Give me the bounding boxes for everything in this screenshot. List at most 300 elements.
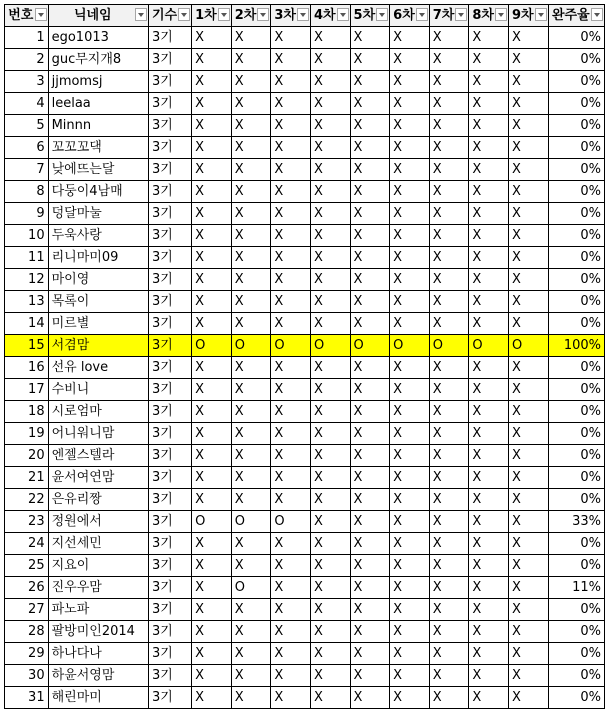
filter-dropdown-icon[interactable]: [591, 8, 603, 21]
cell-day-9[interactable]: X: [508, 357, 548, 379]
cell-no[interactable]: 11: [5, 247, 49, 269]
cell-day-3[interactable]: X: [271, 49, 311, 71]
cell-day-7[interactable]: X: [429, 269, 469, 291]
cell-day-1[interactable]: X: [192, 621, 232, 643]
cell-no[interactable]: 31: [5, 687, 49, 709]
cell-day-8[interactable]: X: [469, 93, 509, 115]
cell-day-5[interactable]: X: [350, 687, 390, 709]
cell-no[interactable]: 23: [5, 511, 49, 533]
cell-nickname[interactable]: 선유 love: [48, 357, 148, 379]
cell-day-4[interactable]: X: [310, 599, 350, 621]
cell-rate[interactable]: 0%: [548, 467, 604, 489]
cell-day-8[interactable]: X: [469, 291, 509, 313]
cell-day-6[interactable]: X: [390, 137, 430, 159]
cell-day-5[interactable]: X: [350, 269, 390, 291]
cell-day-8[interactable]: X: [469, 115, 509, 137]
cell-day-6[interactable]: X: [390, 423, 430, 445]
cell-day-9[interactable]: X: [508, 313, 548, 335]
cell-nickname[interactable]: 미르별: [48, 313, 148, 335]
cell-day-2[interactable]: X: [231, 533, 271, 555]
cell-day-4[interactable]: X: [310, 423, 350, 445]
cell-gen[interactable]: 3기: [148, 511, 191, 533]
cell-day-7[interactable]: X: [429, 225, 469, 247]
cell-day-7[interactable]: X: [429, 467, 469, 489]
cell-day-4[interactable]: X: [310, 159, 350, 181]
cell-day-7[interactable]: X: [429, 49, 469, 71]
cell-day-5[interactable]: X: [350, 489, 390, 511]
filter-dropdown-icon[interactable]: [257, 8, 269, 21]
cell-day-8[interactable]: X: [469, 49, 509, 71]
cell-day-4[interactable]: X: [310, 115, 350, 137]
cell-day-9[interactable]: X: [508, 621, 548, 643]
cell-day-9[interactable]: X: [508, 401, 548, 423]
cell-day-3[interactable]: X: [271, 401, 311, 423]
cell-day-8[interactable]: X: [469, 357, 509, 379]
cell-gen[interactable]: 3기: [148, 489, 191, 511]
cell-day-1[interactable]: X: [192, 357, 232, 379]
cell-gen[interactable]: 3기: [148, 203, 191, 225]
cell-day-6[interactable]: X: [390, 247, 430, 269]
cell-nickname[interactable]: 꼬꼬꼬댁: [48, 137, 148, 159]
cell-day-3[interactable]: X: [271, 577, 311, 599]
cell-day-5[interactable]: X: [350, 357, 390, 379]
cell-day-9[interactable]: X: [508, 27, 548, 49]
cell-day-1[interactable]: X: [192, 555, 232, 577]
filter-dropdown-icon[interactable]: [495, 8, 507, 21]
cell-day-7[interactable]: X: [429, 555, 469, 577]
cell-day-6[interactable]: X: [390, 401, 430, 423]
header-day-6[interactable]: [390, 5, 430, 27]
cell-day-8[interactable]: O: [469, 335, 509, 357]
cell-day-7[interactable]: X: [429, 115, 469, 137]
cell-gen[interactable]: 3기: [148, 27, 191, 49]
cell-day-1[interactable]: X: [192, 489, 232, 511]
cell-day-6[interactable]: X: [390, 159, 430, 181]
cell-day-2[interactable]: X: [231, 137, 271, 159]
cell-day-1[interactable]: X: [192, 71, 232, 93]
cell-day-3[interactable]: X: [271, 643, 311, 665]
cell-day-2[interactable]: X: [231, 489, 271, 511]
cell-no[interactable]: 3: [5, 71, 49, 93]
cell-rate[interactable]: 0%: [548, 621, 604, 643]
cell-day-2[interactable]: O: [231, 335, 271, 357]
cell-day-6[interactable]: X: [390, 27, 430, 49]
cell-day-3[interactable]: X: [271, 467, 311, 489]
cell-day-5[interactable]: X: [350, 181, 390, 203]
cell-day-9[interactable]: X: [508, 555, 548, 577]
cell-day-2[interactable]: X: [231, 71, 271, 93]
cell-nickname[interactable]: 윤서여연맘: [48, 467, 148, 489]
cell-day-2[interactable]: X: [231, 445, 271, 467]
cell-nickname[interactable]: ego1013: [48, 27, 148, 49]
cell-day-5[interactable]: X: [350, 203, 390, 225]
cell-day-4[interactable]: X: [310, 621, 350, 643]
cell-day-9[interactable]: X: [508, 137, 548, 159]
cell-nickname[interactable]: 엔젤스텔라: [48, 445, 148, 467]
cell-day-7[interactable]: X: [429, 687, 469, 709]
cell-day-1[interactable]: O: [192, 511, 232, 533]
cell-day-4[interactable]: X: [310, 71, 350, 93]
cell-no[interactable]: 1: [5, 27, 49, 49]
cell-day-3[interactable]: X: [271, 555, 311, 577]
cell-day-9[interactable]: X: [508, 269, 548, 291]
cell-day-9[interactable]: X: [508, 181, 548, 203]
cell-day-3[interactable]: X: [271, 269, 311, 291]
cell-day-7[interactable]: X: [429, 291, 469, 313]
cell-gen[interactable]: 3기: [148, 467, 191, 489]
cell-no[interactable]: 6: [5, 137, 49, 159]
cell-day-4[interactable]: X: [310, 555, 350, 577]
header-day-2[interactable]: [231, 5, 271, 27]
cell-nickname[interactable]: 하나다나: [48, 643, 148, 665]
cell-day-5[interactable]: X: [350, 27, 390, 49]
cell-day-3[interactable]: X: [271, 247, 311, 269]
cell-gen[interactable]: 3기: [148, 225, 191, 247]
cell-no[interactable]: 29: [5, 643, 49, 665]
cell-day-8[interactable]: X: [469, 379, 509, 401]
cell-day-1[interactable]: X: [192, 599, 232, 621]
cell-no[interactable]: 30: [5, 665, 49, 687]
cell-day-8[interactable]: X: [469, 489, 509, 511]
cell-rate[interactable]: 0%: [548, 533, 604, 555]
cell-gen[interactable]: 3기: [148, 379, 191, 401]
cell-rate[interactable]: 0%: [548, 159, 604, 181]
cell-day-3[interactable]: X: [271, 137, 311, 159]
cell-day-1[interactable]: X: [192, 423, 232, 445]
cell-day-6[interactable]: X: [390, 555, 430, 577]
cell-day-8[interactable]: X: [469, 687, 509, 709]
cell-day-6[interactable]: X: [390, 313, 430, 335]
cell-day-7[interactable]: O: [429, 335, 469, 357]
cell-day-6[interactable]: X: [390, 511, 430, 533]
cell-day-6[interactable]: X: [390, 49, 430, 71]
cell-day-5[interactable]: X: [350, 599, 390, 621]
cell-day-2[interactable]: X: [231, 621, 271, 643]
cell-day-8[interactable]: X: [469, 247, 509, 269]
cell-day-5[interactable]: X: [350, 643, 390, 665]
cell-nickname[interactable]: 해린마미: [48, 687, 148, 709]
cell-rate[interactable]: 0%: [548, 115, 604, 137]
cell-day-4[interactable]: O: [310, 335, 350, 357]
cell-day-9[interactable]: X: [508, 489, 548, 511]
cell-no[interactable]: 13: [5, 291, 49, 313]
cell-rate[interactable]: 100%: [548, 335, 604, 357]
cell-day-6[interactable]: X: [390, 643, 430, 665]
filter-dropdown-icon[interactable]: [297, 8, 309, 21]
cell-day-6[interactable]: X: [390, 269, 430, 291]
cell-day-8[interactable]: X: [469, 71, 509, 93]
cell-day-2[interactable]: X: [231, 423, 271, 445]
cell-day-3[interactable]: X: [271, 357, 311, 379]
cell-day-5[interactable]: X: [350, 115, 390, 137]
cell-day-9[interactable]: X: [508, 379, 548, 401]
cell-day-5[interactable]: X: [350, 49, 390, 71]
cell-day-4[interactable]: X: [310, 577, 350, 599]
cell-day-5[interactable]: X: [350, 137, 390, 159]
cell-day-8[interactable]: X: [469, 137, 509, 159]
cell-nickname[interactable]: 리니마미09: [48, 247, 148, 269]
cell-day-6[interactable]: X: [390, 445, 430, 467]
cell-day-2[interactable]: X: [231, 93, 271, 115]
cell-day-6[interactable]: X: [390, 71, 430, 93]
cell-no[interactable]: 26: [5, 577, 49, 599]
cell-day-1[interactable]: X: [192, 93, 232, 115]
cell-day-2[interactable]: X: [231, 599, 271, 621]
cell-day-4[interactable]: X: [310, 401, 350, 423]
cell-day-7[interactable]: X: [429, 643, 469, 665]
cell-day-9[interactable]: X: [508, 445, 548, 467]
cell-rate[interactable]: 0%: [548, 379, 604, 401]
header-rate[interactable]: [548, 5, 604, 27]
cell-day-9[interactable]: X: [508, 643, 548, 665]
cell-day-1[interactable]: X: [192, 49, 232, 71]
cell-day-6[interactable]: X: [390, 115, 430, 137]
cell-day-3[interactable]: X: [271, 379, 311, 401]
cell-gen[interactable]: 3기: [148, 577, 191, 599]
cell-day-1[interactable]: X: [192, 247, 232, 269]
cell-day-3[interactable]: X: [271, 423, 311, 445]
cell-day-5[interactable]: X: [350, 423, 390, 445]
cell-gen[interactable]: 3기: [148, 687, 191, 709]
header-no[interactable]: [5, 5, 49, 27]
cell-day-1[interactable]: X: [192, 401, 232, 423]
cell-day-3[interactable]: X: [271, 665, 311, 687]
cell-day-3[interactable]: X: [271, 313, 311, 335]
cell-day-3[interactable]: X: [271, 115, 311, 137]
cell-nickname[interactable]: 목록이: [48, 291, 148, 313]
cell-day-2[interactable]: X: [231, 357, 271, 379]
cell-day-5[interactable]: X: [350, 577, 390, 599]
cell-nickname[interactable]: 덩달마눌: [48, 203, 148, 225]
cell-gen[interactable]: 3기: [148, 665, 191, 687]
cell-nickname[interactable]: 수비니: [48, 379, 148, 401]
cell-day-8[interactable]: X: [469, 27, 509, 49]
header-day-8[interactable]: [469, 5, 509, 27]
cell-no[interactable]: 28: [5, 621, 49, 643]
cell-no[interactable]: 4: [5, 93, 49, 115]
cell-day-2[interactable]: X: [231, 49, 271, 71]
cell-rate[interactable]: 0%: [548, 225, 604, 247]
cell-nickname[interactable]: 진우우맘: [48, 577, 148, 599]
cell-day-1[interactable]: X: [192, 665, 232, 687]
cell-nickname[interactable]: 낮에뜨는달: [48, 159, 148, 181]
cell-day-7[interactable]: X: [429, 599, 469, 621]
cell-no[interactable]: 14: [5, 313, 49, 335]
cell-day-6[interactable]: X: [390, 467, 430, 489]
cell-nickname[interactable]: 시로엄마: [48, 401, 148, 423]
cell-no[interactable]: 15: [5, 335, 49, 357]
cell-rate[interactable]: 0%: [548, 49, 604, 71]
cell-no[interactable]: 5: [5, 115, 49, 137]
cell-day-2[interactable]: X: [231, 159, 271, 181]
cell-day-3[interactable]: X: [271, 291, 311, 313]
cell-day-1[interactable]: X: [192, 687, 232, 709]
cell-day-1[interactable]: X: [192, 181, 232, 203]
cell-day-2[interactable]: X: [231, 467, 271, 489]
cell-day-9[interactable]: X: [508, 225, 548, 247]
cell-day-7[interactable]: X: [429, 71, 469, 93]
cell-rate[interactable]: 0%: [548, 93, 604, 115]
cell-day-7[interactable]: X: [429, 159, 469, 181]
cell-day-1[interactable]: X: [192, 27, 232, 49]
cell-day-9[interactable]: X: [508, 599, 548, 621]
cell-day-1[interactable]: X: [192, 445, 232, 467]
cell-day-8[interactable]: X: [469, 423, 509, 445]
cell-day-9[interactable]: X: [508, 203, 548, 225]
cell-day-7[interactable]: X: [429, 577, 469, 599]
header-day-5[interactable]: [350, 5, 390, 27]
cell-rate[interactable]: 0%: [548, 203, 604, 225]
filter-dropdown-icon[interactable]: [135, 8, 147, 21]
cell-day-5[interactable]: X: [350, 555, 390, 577]
header-day-3[interactable]: [271, 5, 311, 27]
cell-day-9[interactable]: X: [508, 247, 548, 269]
cell-day-6[interactable]: X: [390, 379, 430, 401]
cell-day-4[interactable]: X: [310, 93, 350, 115]
cell-day-8[interactable]: X: [469, 511, 509, 533]
header-nickname[interactable]: [48, 5, 148, 27]
cell-day-1[interactable]: X: [192, 115, 232, 137]
cell-day-2[interactable]: X: [231, 665, 271, 687]
cell-day-9[interactable]: X: [508, 467, 548, 489]
cell-day-6[interactable]: X: [390, 599, 430, 621]
cell-day-4[interactable]: X: [310, 313, 350, 335]
cell-gen[interactable]: 3기: [148, 533, 191, 555]
cell-day-4[interactable]: X: [310, 533, 350, 555]
cell-day-5[interactable]: X: [350, 533, 390, 555]
cell-no[interactable]: 17: [5, 379, 49, 401]
cell-rate[interactable]: 0%: [548, 599, 604, 621]
cell-day-5[interactable]: X: [350, 159, 390, 181]
cell-day-8[interactable]: X: [469, 599, 509, 621]
cell-day-2[interactable]: X: [231, 379, 271, 401]
cell-day-4[interactable]: X: [310, 687, 350, 709]
cell-rate[interactable]: 0%: [548, 489, 604, 511]
cell-day-9[interactable]: O: [508, 335, 548, 357]
cell-day-6[interactable]: X: [390, 489, 430, 511]
cell-day-2[interactable]: X: [231, 401, 271, 423]
cell-day-7[interactable]: X: [429, 621, 469, 643]
cell-day-5[interactable]: X: [350, 401, 390, 423]
cell-day-5[interactable]: X: [350, 379, 390, 401]
cell-day-8[interactable]: X: [469, 159, 509, 181]
cell-day-5[interactable]: X: [350, 665, 390, 687]
cell-day-2[interactable]: X: [231, 555, 271, 577]
cell-nickname[interactable]: 정원에서: [48, 511, 148, 533]
cell-day-4[interactable]: X: [310, 467, 350, 489]
cell-day-8[interactable]: X: [469, 643, 509, 665]
cell-no[interactable]: 21: [5, 467, 49, 489]
filter-dropdown-icon[interactable]: [337, 8, 349, 21]
header-day-9[interactable]: [508, 5, 548, 27]
cell-day-8[interactable]: X: [469, 225, 509, 247]
cell-gen[interactable]: 3기: [148, 335, 191, 357]
cell-day-7[interactable]: X: [429, 27, 469, 49]
cell-no[interactable]: 16: [5, 357, 49, 379]
cell-day-2[interactable]: O: [231, 577, 271, 599]
header-day-4[interactable]: [310, 5, 350, 27]
cell-no[interactable]: 20: [5, 445, 49, 467]
header-gen[interactable]: [148, 5, 191, 27]
cell-day-3[interactable]: X: [271, 27, 311, 49]
cell-day-3[interactable]: X: [271, 533, 311, 555]
cell-gen[interactable]: 3기: [148, 93, 191, 115]
filter-dropdown-icon[interactable]: [178, 8, 190, 21]
cell-gen[interactable]: 3기: [148, 555, 191, 577]
cell-gen[interactable]: 3기: [148, 423, 191, 445]
cell-day-9[interactable]: X: [508, 115, 548, 137]
cell-nickname[interactable]: 하윤서영맘: [48, 665, 148, 687]
cell-day-8[interactable]: X: [469, 181, 509, 203]
cell-day-4[interactable]: X: [310, 137, 350, 159]
cell-nickname[interactable]: 파노파: [48, 599, 148, 621]
cell-rate[interactable]: 0%: [548, 27, 604, 49]
cell-day-8[interactable]: X: [469, 621, 509, 643]
cell-day-2[interactable]: X: [231, 203, 271, 225]
cell-day-7[interactable]: X: [429, 489, 469, 511]
cell-day-1[interactable]: O: [192, 335, 232, 357]
cell-day-1[interactable]: X: [192, 577, 232, 599]
cell-day-9[interactable]: X: [508, 423, 548, 445]
cell-day-4[interactable]: X: [310, 445, 350, 467]
cell-day-7[interactable]: X: [429, 401, 469, 423]
cell-day-8[interactable]: X: [469, 533, 509, 555]
cell-day-3[interactable]: X: [271, 93, 311, 115]
cell-rate[interactable]: 0%: [548, 423, 604, 445]
cell-day-4[interactable]: X: [310, 225, 350, 247]
cell-day-7[interactable]: X: [429, 533, 469, 555]
cell-day-2[interactable]: X: [231, 313, 271, 335]
cell-gen[interactable]: 3기: [148, 159, 191, 181]
filter-dropdown-icon[interactable]: [218, 8, 230, 21]
cell-rate[interactable]: 0%: [548, 71, 604, 93]
cell-day-1[interactable]: X: [192, 225, 232, 247]
cell-day-1[interactable]: X: [192, 159, 232, 181]
cell-day-7[interactable]: X: [429, 313, 469, 335]
cell-day-8[interactable]: X: [469, 313, 509, 335]
cell-day-9[interactable]: X: [508, 577, 548, 599]
cell-day-5[interactable]: X: [350, 313, 390, 335]
cell-day-9[interactable]: X: [508, 533, 548, 555]
cell-day-3[interactable]: X: [271, 181, 311, 203]
cell-nickname[interactable]: leelaa: [48, 93, 148, 115]
cell-day-3[interactable]: O: [271, 335, 311, 357]
cell-day-1[interactable]: X: [192, 533, 232, 555]
cell-day-4[interactable]: X: [310, 49, 350, 71]
cell-gen[interactable]: 3기: [148, 49, 191, 71]
cell-day-3[interactable]: O: [271, 511, 311, 533]
cell-no[interactable]: 7: [5, 159, 49, 181]
cell-gen[interactable]: 3기: [148, 643, 191, 665]
cell-day-3[interactable]: X: [271, 225, 311, 247]
cell-day-3[interactable]: X: [271, 489, 311, 511]
cell-day-2[interactable]: X: [231, 643, 271, 665]
cell-day-6[interactable]: X: [390, 181, 430, 203]
cell-rate[interactable]: 0%: [548, 687, 604, 709]
cell-day-2[interactable]: X: [231, 181, 271, 203]
cell-day-9[interactable]: X: [508, 93, 548, 115]
cell-nickname[interactable]: 지요이: [48, 555, 148, 577]
cell-day-2[interactable]: O: [231, 511, 271, 533]
cell-day-4[interactable]: X: [310, 379, 350, 401]
filter-dropdown-icon[interactable]: [35, 8, 47, 21]
cell-day-1[interactable]: X: [192, 467, 232, 489]
header-day-1[interactable]: [192, 5, 232, 27]
cell-no[interactable]: 10: [5, 225, 49, 247]
cell-gen[interactable]: 3기: [148, 269, 191, 291]
cell-day-4[interactable]: X: [310, 269, 350, 291]
filter-dropdown-icon[interactable]: [376, 8, 388, 21]
